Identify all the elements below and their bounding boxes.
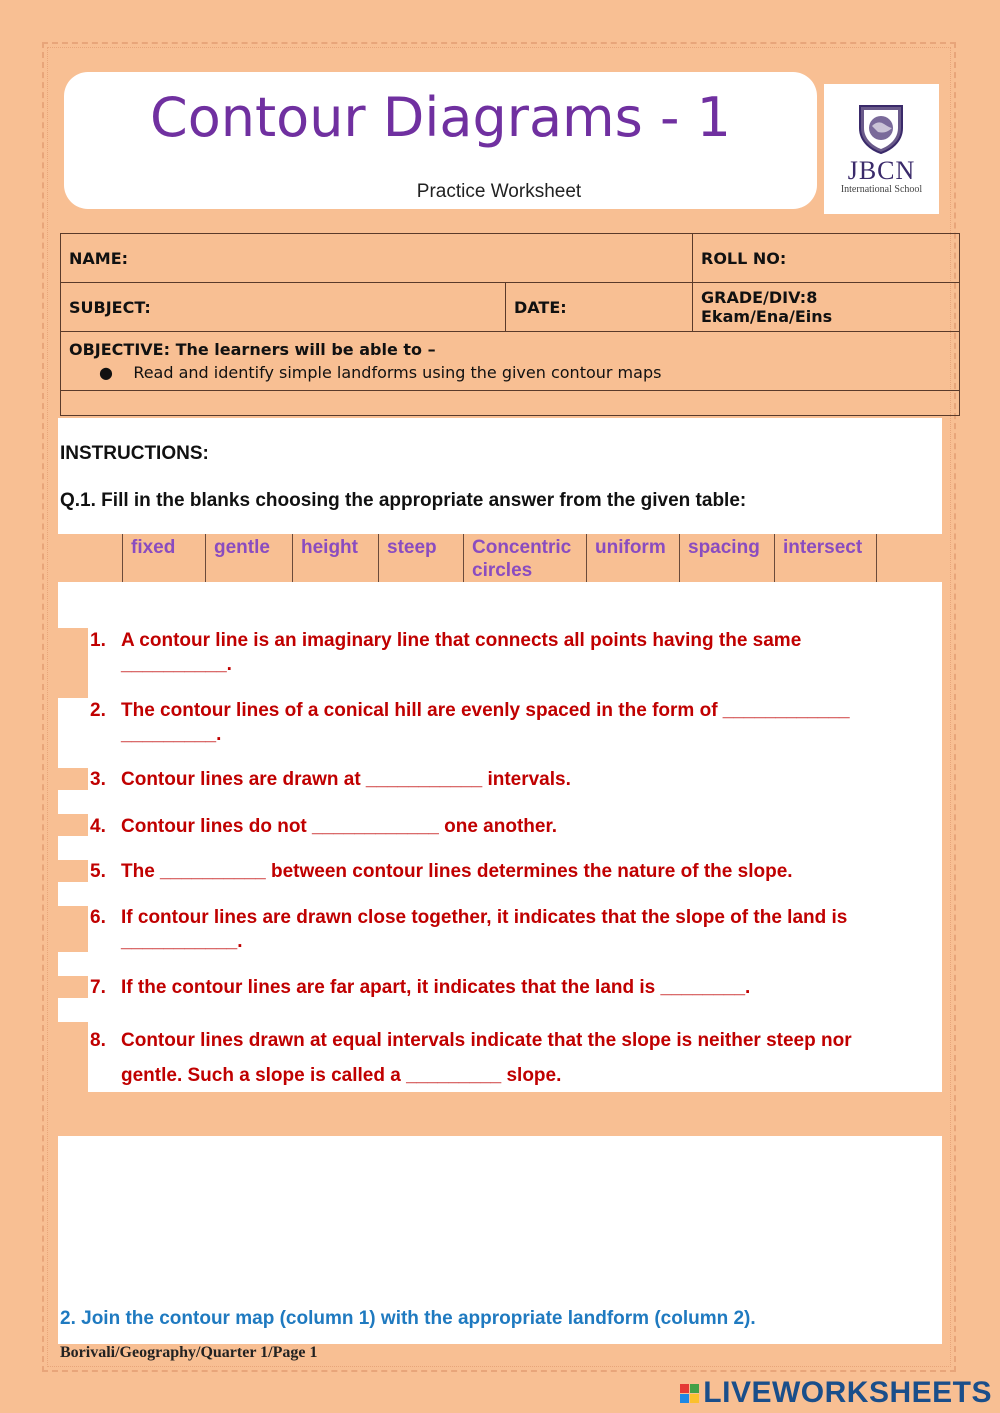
word-bank-item: intersect xyxy=(774,534,877,582)
name-field[interactable]: NAME: xyxy=(61,234,693,283)
objective-point-text: Read and identify simple landforms using the given contour maps xyxy=(133,363,662,382)
title-box xyxy=(64,72,817,209)
question-item xyxy=(88,768,908,792)
liveworksheets-logo-icon xyxy=(680,1384,699,1403)
objective-label: OBJECTIVE: The learners will be able to – xyxy=(69,340,436,359)
question-text: The contour lines of a conical hill are evenly spaced in the form of ____________ _________. xyxy=(121,700,850,745)
question-text: Contour lines are drawn at ___________ intervals. xyxy=(121,769,571,790)
question-text: A contour line is an imaginary line that connects all points having the same __________. xyxy=(121,630,802,675)
grade-field: GRADE/DIV:8 Ekam/Ena/Eins xyxy=(693,283,960,332)
word-bank-item: Concentric circles xyxy=(463,534,587,582)
question-item xyxy=(88,1023,908,1093)
question-item xyxy=(88,976,908,1000)
shield-icon xyxy=(856,102,906,154)
logo-name: JBCN xyxy=(847,156,916,185)
question-number: 2. xyxy=(90,700,106,721)
roll-field[interactable]: ROLL NO: xyxy=(693,234,960,283)
margin-gap xyxy=(58,700,88,748)
logo-subtitle: International School xyxy=(840,184,923,195)
watermark-text: LIVEWORKSHEETS xyxy=(703,1376,992,1409)
margin-tab xyxy=(58,768,88,790)
word-bank-item: gentle xyxy=(205,534,293,582)
word-bank-item: fixed xyxy=(122,534,206,582)
margin-tab xyxy=(58,976,88,998)
question-item xyxy=(88,629,908,677)
question-item xyxy=(88,699,908,747)
word-bank-item: steep xyxy=(378,534,464,582)
question-item xyxy=(88,860,908,884)
question-number: 1. xyxy=(90,630,106,651)
question-number: 3. xyxy=(90,769,106,790)
student-info-table xyxy=(60,233,960,416)
page-subtitle: Practice Worksheet xyxy=(416,181,582,202)
school-logo xyxy=(824,84,939,214)
objective-cell xyxy=(61,332,960,391)
date-field[interactable]: DATE: xyxy=(506,283,693,332)
word-bank-item: uniform xyxy=(586,534,680,582)
question-number: 4. xyxy=(90,816,106,837)
objective-point: ● Read and identify simple landforms using the given contour maps xyxy=(99,363,662,382)
margin-tab xyxy=(58,628,88,698)
word-bank-item: spacing xyxy=(679,534,775,582)
question-text: If contour lines are drawn close together, it indicates that the slope of the land is ___________. xyxy=(121,907,848,952)
question-number: 8. xyxy=(90,1030,106,1051)
instructions-heading: INSTRUCTIONS: xyxy=(60,443,209,464)
q2-heading: 2. Join the contour map (column 1) with the appropriate landform (column 2). xyxy=(60,1308,756,1329)
margin-tab xyxy=(58,814,88,836)
question-number: 6. xyxy=(90,907,106,928)
question-item xyxy=(88,906,908,954)
margin-tab xyxy=(58,906,88,952)
question-text: Contour lines do not ____________ one another. xyxy=(121,816,558,837)
instructions-band xyxy=(58,418,942,534)
question-text: The __________ between contour lines determines the nature of the slope. xyxy=(121,861,793,882)
question-number: 7. xyxy=(90,977,106,998)
word-bank xyxy=(122,534,876,582)
question-text: If the contour lines are far apart, it indicates that the land is ________. xyxy=(121,977,751,998)
page-footer: Borivali/Geography/Quarter 1/Page 1 xyxy=(60,1344,318,1361)
word-bank-item: height xyxy=(292,534,379,582)
margin-tab xyxy=(58,1022,88,1092)
q1-heading: Q.1. Fill in the blanks choosing the appropriate answer from the given table: xyxy=(60,490,747,511)
subject-field[interactable]: SUBJECT: xyxy=(61,283,506,332)
margin-tab xyxy=(58,860,88,882)
page-title: Contour Diagrams - 1 xyxy=(150,86,731,149)
question-text: Contour lines drawn at equal intervals indicate that the slope is neither steep nor gentle. Such a slope is called a _________ slope. xyxy=(121,1030,852,1086)
question-number: 5. xyxy=(90,861,106,882)
question-item xyxy=(88,815,908,839)
liveworksheets-watermark xyxy=(680,1376,992,1410)
empty-row xyxy=(61,391,960,416)
